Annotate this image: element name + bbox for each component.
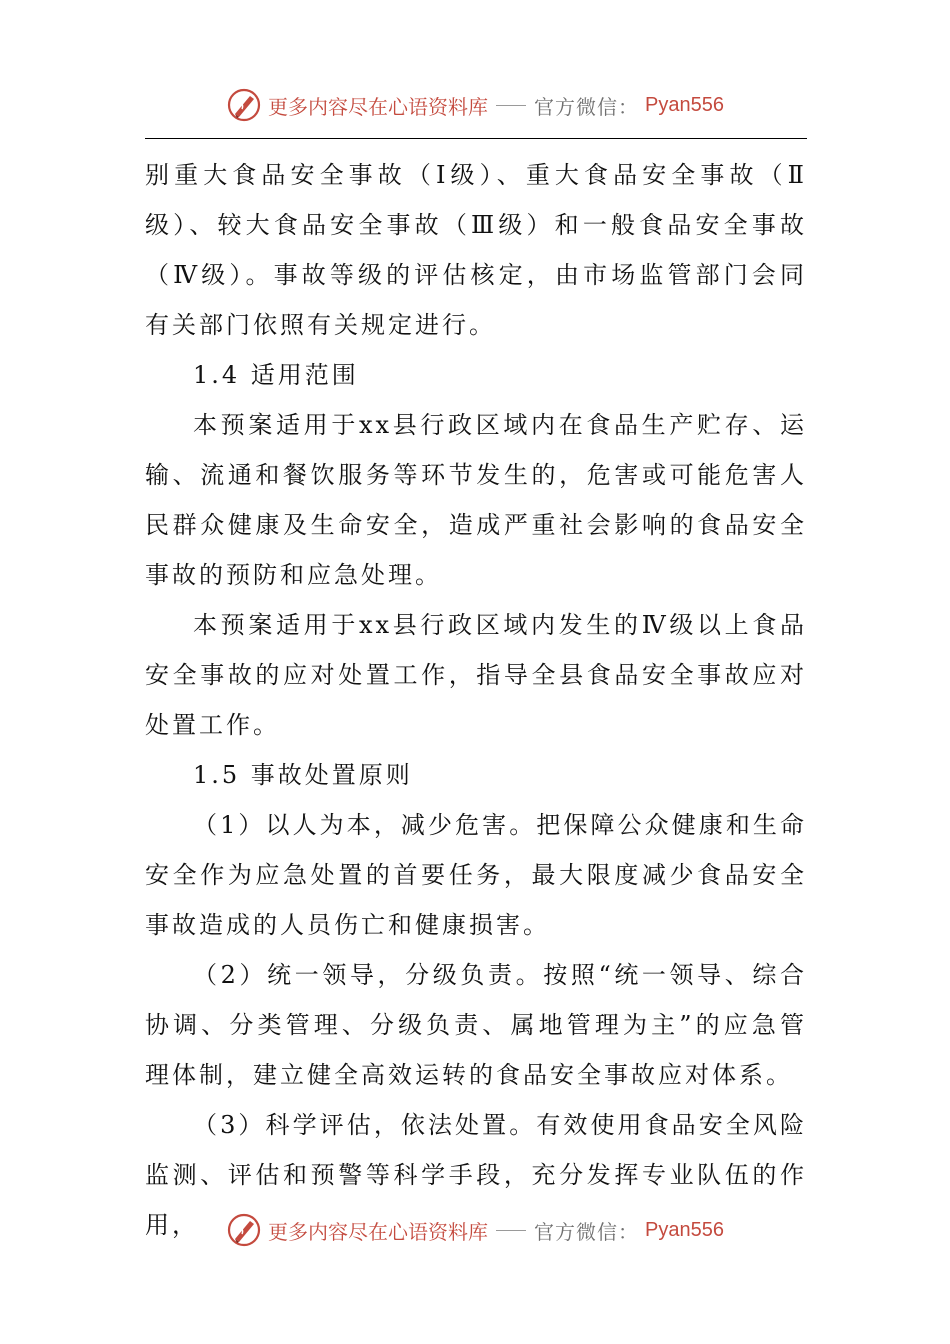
paragraph-continuation: 别重大食品安全事故（Ⅰ级）、重大食品安全事故（Ⅱ级）、较大食品安全事故（Ⅲ级）和一般食品安全事故（Ⅳ级）。事故等级的评估核定，由市场监管部门会同有关部门依照有关规定进行。 bbox=[145, 161, 807, 339]
watermark-id: Pyan556 bbox=[645, 93, 724, 116]
section-heading-1-4: 1.4 适用范围 bbox=[193, 361, 359, 389]
footer-watermark bbox=[226, 1210, 724, 1250]
paragraph: （3）科学评估，依法处置。有效使用食品安全风险监测、评估和预警等科学手段，充分发挥专业队伍的作用， bbox=[145, 1111, 807, 1239]
header-watermark bbox=[226, 85, 724, 125]
pen-logo-icon bbox=[226, 87, 262, 123]
header-rule bbox=[145, 138, 807, 139]
watermark-label: 官方微信： bbox=[534, 94, 639, 119]
watermark-title: 更多内容尽在心语资料库 bbox=[268, 94, 488, 119]
document-body bbox=[145, 150, 807, 1250]
watermark-dash bbox=[496, 1230, 526, 1231]
watermark-id: Pyan556 bbox=[645, 1218, 724, 1241]
watermark-dash bbox=[496, 105, 526, 106]
paragraph: 本预案适用于xx县行政区域内发生的Ⅳ级以上食品安全事故的应对处置工作，指导全县食品安全事故应对处置工作。 bbox=[145, 611, 807, 739]
watermark-title: 更多内容尽在心语资料库 bbox=[268, 1219, 488, 1244]
paragraph: （1）以人为本，减少危害。把保障公众健康和生命安全作为应急处置的首要任务，最大限度减少食品安全事故造成的人员伤亡和健康损害。 bbox=[145, 811, 807, 939]
section-heading-1-5: 1.5 事故处置原则 bbox=[193, 761, 413, 789]
paragraph: 本预案适用于xx县行政区域内在食品生产贮存、运输、流通和餐饮服务等环节发生的，危害或可能危害人民群众健康及生命安全，造成严重社会影响的食品安全事故的预防和应急处理。 bbox=[145, 411, 807, 589]
watermark-label: 官方微信： bbox=[534, 1219, 639, 1244]
paragraph: （2）统一领导，分级负责。按照“统一领导、综合协调、分类管理、分级负责、属地管理为主”的应急管理体制，建立健全高效运转的食品安全事故应对体系。 bbox=[145, 961, 807, 1089]
pen-logo-icon bbox=[226, 1212, 262, 1248]
